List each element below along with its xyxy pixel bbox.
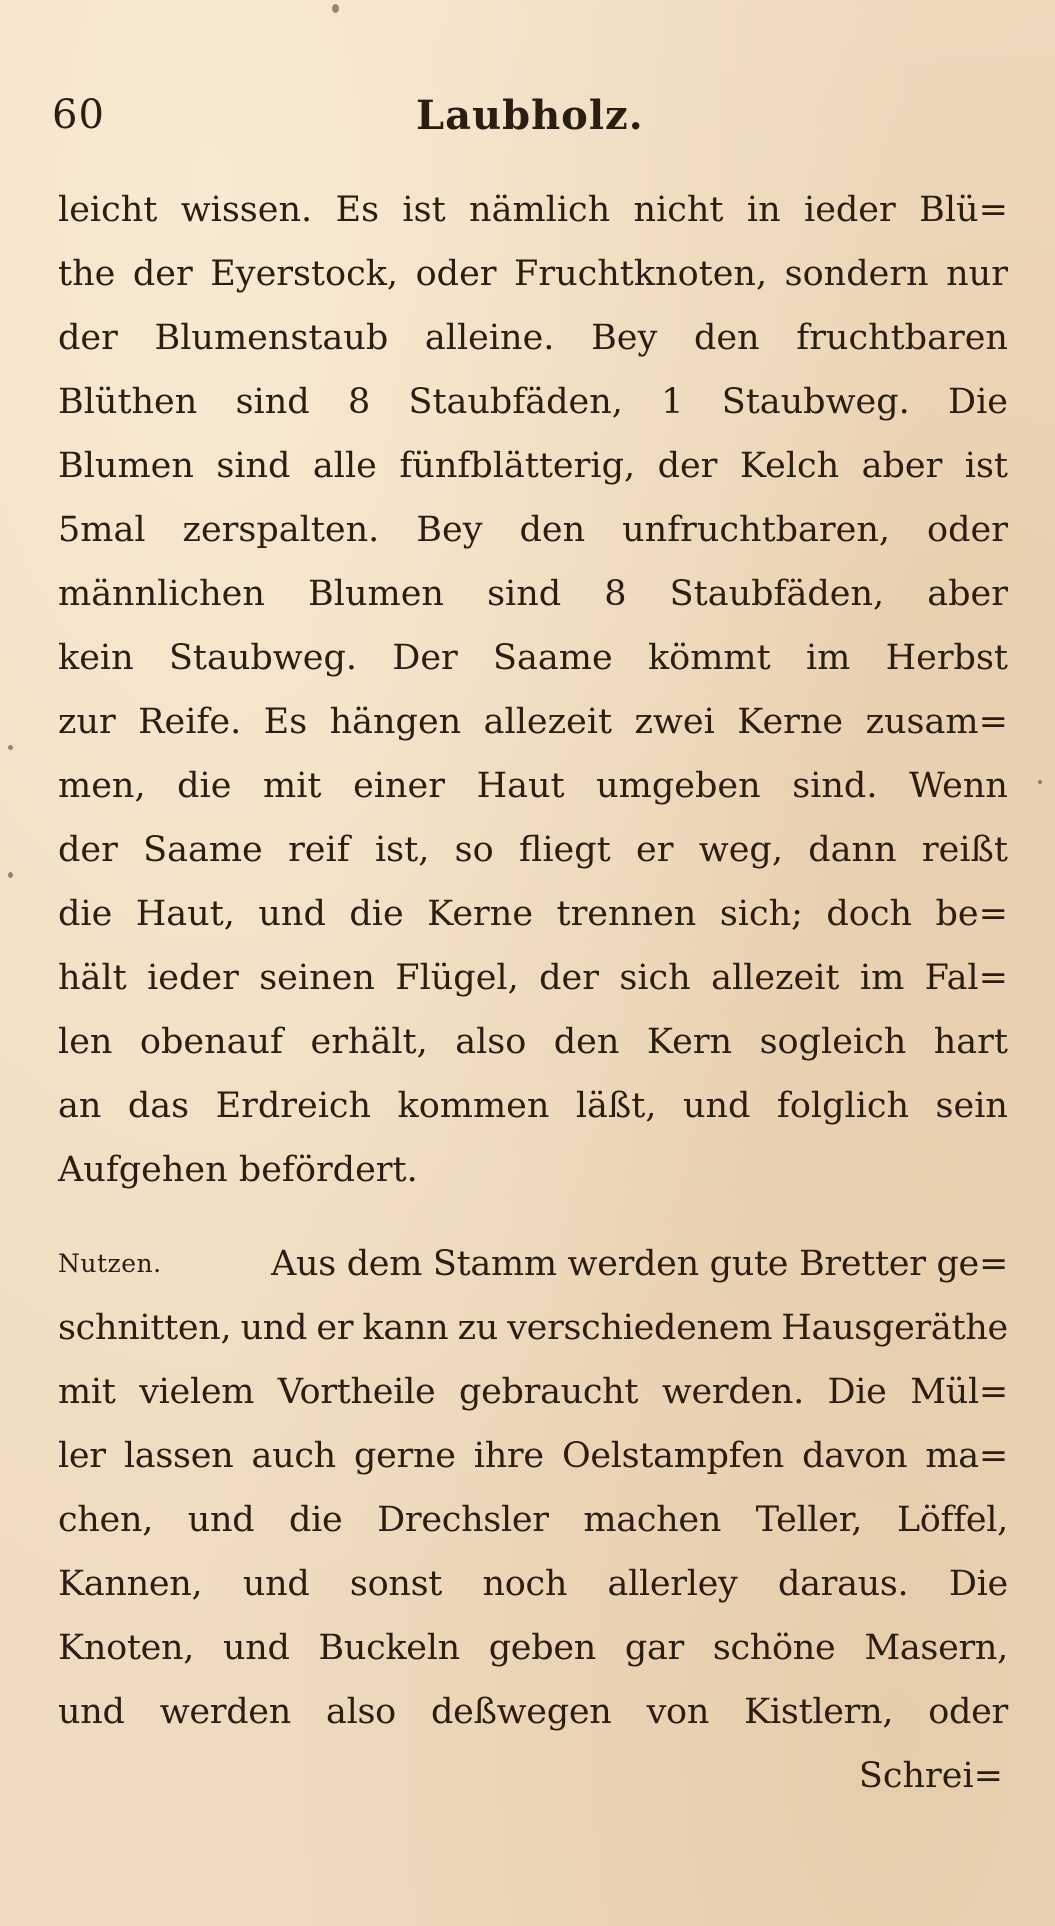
text-line: the der Eyerstock, oder Fruchtknoten, sondern nur bbox=[58, 254, 1008, 294]
text-line: 5mal zerspalten. Bey den unfruchtbaren, oder bbox=[58, 510, 1008, 550]
text-line: der Saame reif ist, so fliegt er weg, dann reißt bbox=[58, 830, 1008, 870]
text-line-with-sidenote bbox=[58, 1240, 1008, 1288]
text-line: men, die mit einer Haut umgeben sind. Wenn bbox=[58, 766, 1008, 806]
text-line: Aufgehen befördert. bbox=[58, 1150, 418, 1190]
ink-speck bbox=[332, 4, 339, 13]
text-line: männlichen Blumen sind 8 Staubfäden, aber bbox=[58, 574, 1008, 614]
text-line: ler lassen auch gerne ihre Oelstampfen davon ma= bbox=[58, 1436, 1008, 1476]
text-line: schnitten, und er kann zu verschiedenem Hausgeräthe bbox=[58, 1308, 1008, 1348]
text-line: zur Reife. Es hängen allezeit zwei Kerne zusam= bbox=[58, 702, 1008, 742]
text-line: Blüthen sind 8 Staubfäden, 1 Staubweg. Die bbox=[58, 382, 1008, 422]
catchword: Schrei= bbox=[858, 1756, 1003, 1796]
running-head bbox=[52, 92, 1012, 142]
sidenote-heading: Nutzen. bbox=[58, 1249, 162, 1278]
text-line: chen, und die Drechsler machen Teller, Löffel, bbox=[58, 1500, 1008, 1540]
text-line: und werden also deßwegen von Kistlern, oder bbox=[58, 1692, 1008, 1732]
page-number: 60 bbox=[52, 92, 105, 138]
ink-speck bbox=[8, 745, 13, 750]
text-line: der Blumenstaub alleine. Bey den fruchtbaren bbox=[58, 318, 1008, 358]
text-line: Kannen, und sonst noch allerley daraus. Die bbox=[58, 1564, 1008, 1604]
text-line: die Haut, und die Kerne trennen sich; doch be= bbox=[58, 894, 1008, 934]
text-line: Knoten, und Buckeln geben gar schöne Masern, bbox=[58, 1628, 1008, 1668]
text-line: mit vielem Vortheile gebraucht werden. Die Mül= bbox=[58, 1372, 1008, 1412]
text-line: Blumen sind alle fünfblätterig, der Kelch aber ist bbox=[58, 446, 1008, 486]
text-line: kein Staubweg. Der Saame kömmt im Herbst bbox=[58, 638, 1008, 678]
running-title: Laubholz. bbox=[416, 92, 644, 139]
ink-speck bbox=[1038, 780, 1042, 784]
text-line: len obenauf erhält, also den Kern sogleich hart bbox=[58, 1022, 1008, 1062]
text-line: Aus dem Stamm werden gute Bretter ge= bbox=[271, 1244, 1008, 1284]
ink-speck bbox=[8, 872, 13, 878]
text-line: an das Erdreich kommen läßt, und folglich sein bbox=[58, 1086, 1008, 1126]
text-line: leicht wissen. Es ist nämlich nicht in ieder Blü= bbox=[58, 190, 1008, 230]
text-line: hält ieder seinen Flügel, der sich allezeit im Fal= bbox=[58, 958, 1008, 998]
